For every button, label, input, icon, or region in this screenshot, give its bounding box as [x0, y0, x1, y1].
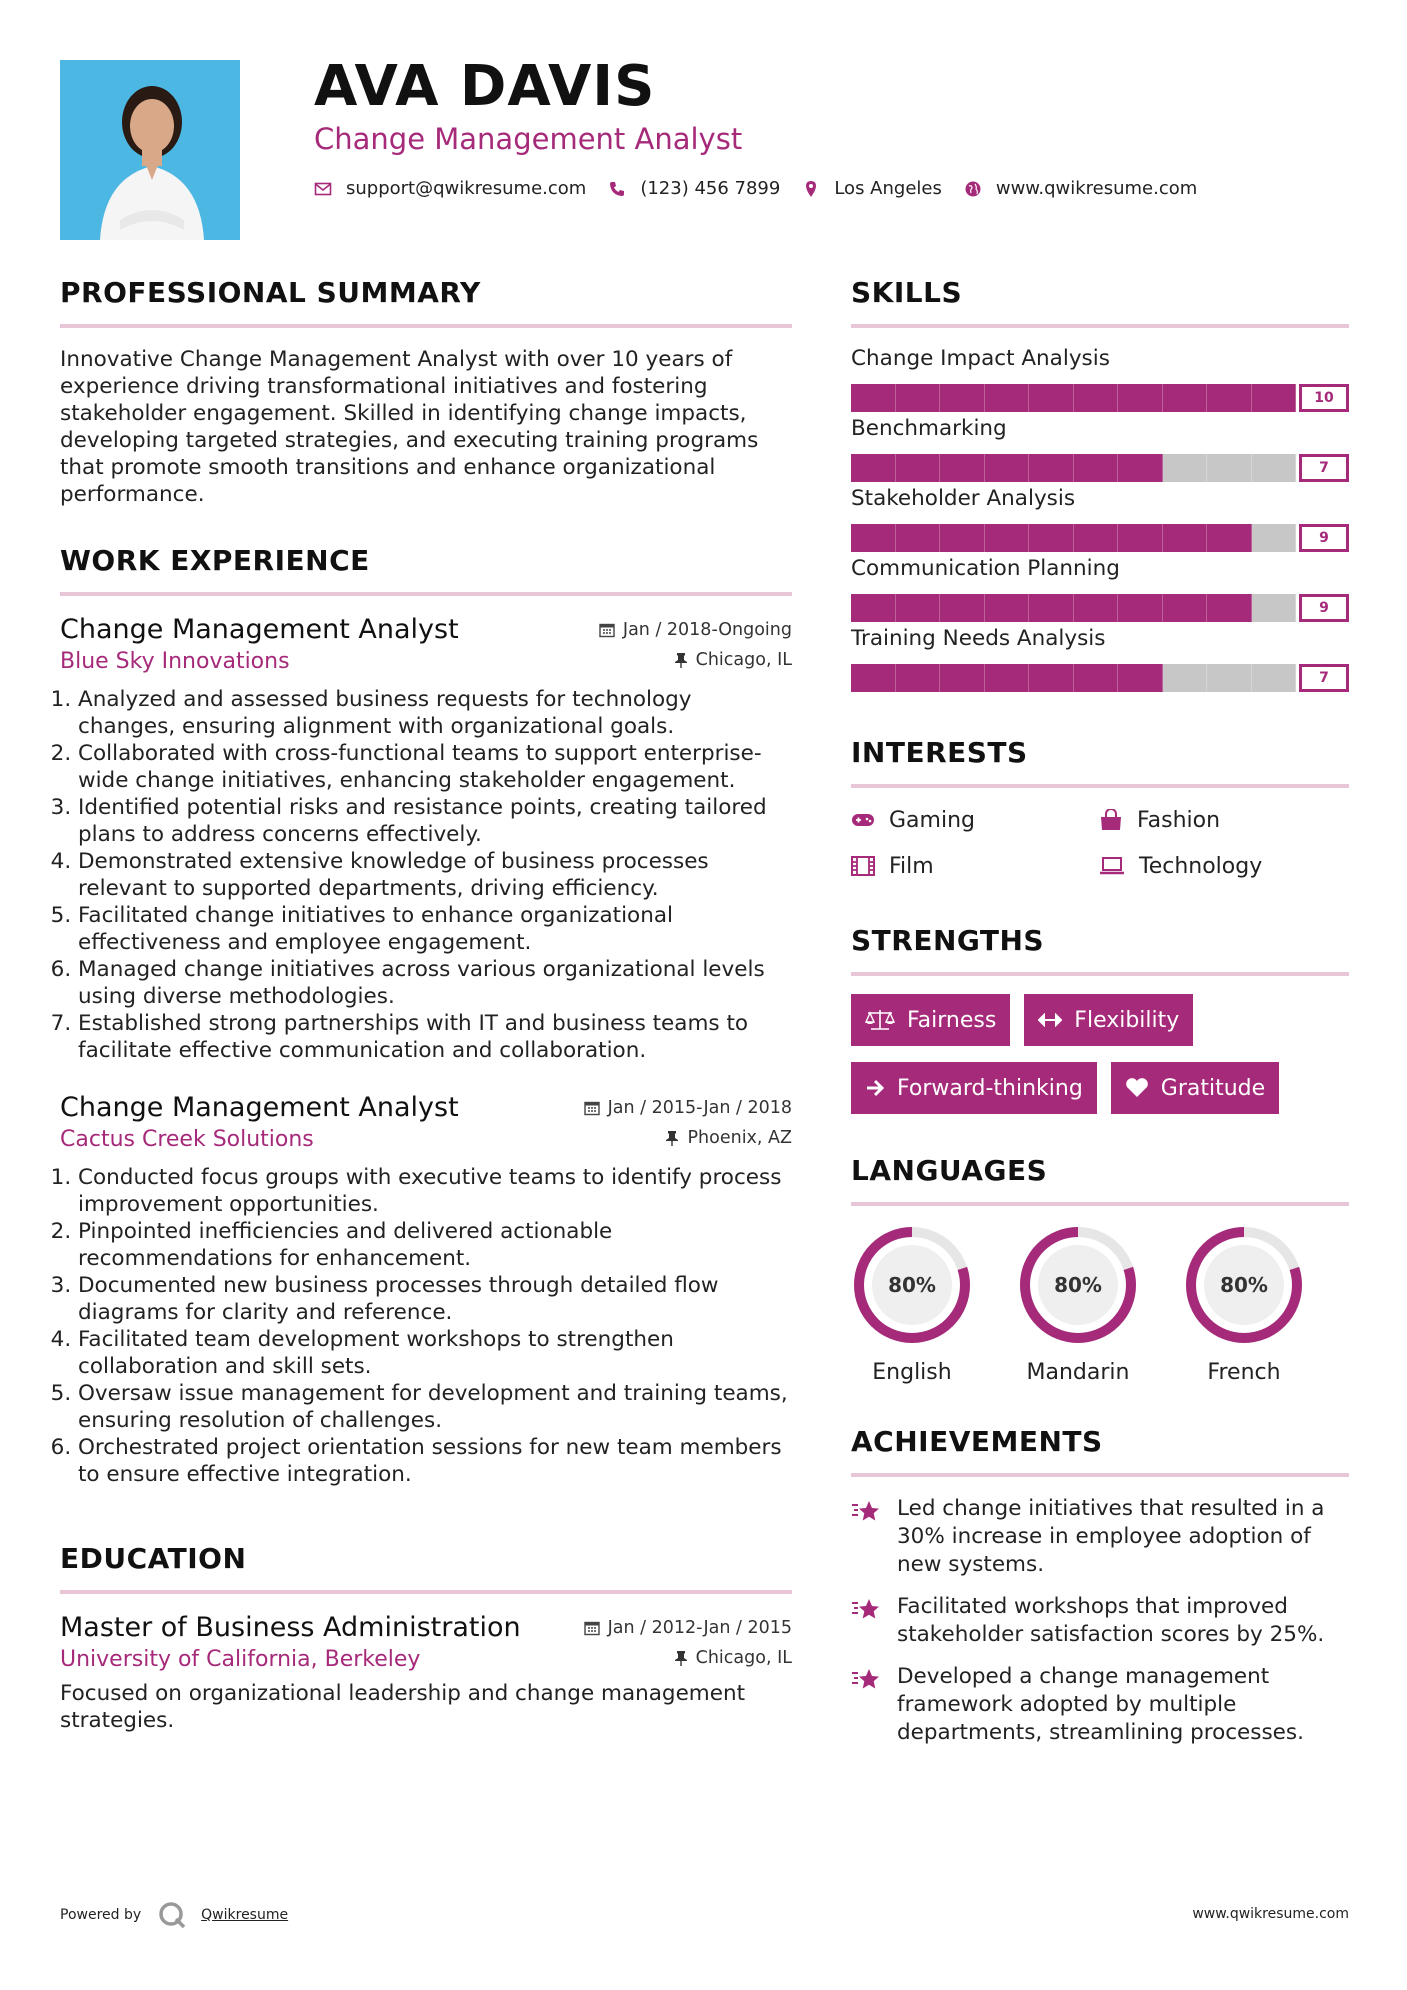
language-item: [851, 1224, 1017, 1385]
contact-website[interactable]: [964, 178, 1197, 199]
skill-bar-segment: [985, 384, 1030, 412]
education-description: Focused on organizational leadership and change management strategies.: [60, 1681, 746, 1733]
language-percent: 80%: [1054, 1273, 1102, 1297]
job-position-title: Change Management Analyst: [60, 614, 459, 645]
degree-title: Master of Business Administration: [60, 1612, 521, 1643]
skill-bar-segment: [985, 664, 1030, 692]
pushpin-icon: [674, 1650, 688, 1666]
contact-phone[interactable]: [608, 178, 780, 199]
languages-heading: LANGUAGES: [851, 1154, 1048, 1187]
star-icon: [851, 1499, 883, 1525]
job-location: [665, 1128, 792, 1148]
achievement-item: [851, 1495, 1349, 1579]
skill-bar-segment: [1029, 384, 1074, 412]
achievement-item: [851, 1663, 1349, 1747]
achievements-heading: ACHIEVEMENTS: [851, 1425, 1103, 1458]
skill-bar-segment: [985, 594, 1030, 622]
interest-film: [851, 852, 1099, 880]
education-dates-text: Jan / 2012-Jan / 2015: [607, 1618, 792, 1638]
skill-bar-segment: [985, 524, 1030, 552]
skills-heading: SKILLS: [851, 276, 963, 309]
languages-list: [851, 1224, 1349, 1385]
skill-bar-segment: [1252, 454, 1297, 482]
skill-item: [851, 342, 1349, 412]
shopping-bag-icon: [1099, 809, 1123, 831]
language-percent: 80%: [888, 1273, 936, 1297]
achievements-list: [851, 1495, 1349, 1747]
skill-bar: [851, 454, 1349, 482]
skill-level-value: 9: [1299, 524, 1349, 552]
language-ring: [1017, 1224, 1139, 1346]
interest-label: Gaming: [889, 807, 975, 833]
skill-name: Stakeholder Analysis: [851, 486, 1076, 511]
education-location: [674, 1648, 792, 1668]
calendar-icon: [584, 1100, 600, 1116]
arrows-horizontal-icon: [1038, 1013, 1062, 1027]
skill-bar-segment: [1074, 384, 1119, 412]
skill-bar-segment: [1163, 594, 1208, 622]
skill-bar: [851, 384, 1349, 412]
skill-name: Training Needs Analysis: [851, 626, 1106, 651]
skill-bar-segment: [1118, 454, 1163, 482]
achievement-text: Developed a change management framework adopted by multiple departments, streamlining processes.: [897, 1664, 1304, 1745]
duties-list: [78, 686, 792, 1064]
person-photo-icon: [60, 60, 240, 240]
interests-heading: INTERESTS: [851, 736, 1028, 769]
school-name: University of California, Berkeley: [60, 1647, 421, 1672]
skill-bar-segment: [940, 664, 985, 692]
interest-label: Film: [889, 853, 934, 879]
job-entry-2: [60, 1092, 792, 1488]
interest-fashion: [1099, 806, 1347, 834]
skill-bar-segment: [1029, 664, 1074, 692]
strength-badge: [1024, 994, 1193, 1046]
skill-name: Communication Planning: [851, 556, 1120, 581]
skill-item: [851, 412, 1349, 482]
language-name: Mandarin: [1026, 1360, 1130, 1385]
website-text: www.qwikresume.com: [995, 178, 1198, 199]
list-item: 6. Orchestrated project orientation sessions for new team members to ensure effective integration.: [78, 1434, 792, 1488]
duties-list: [78, 1164, 792, 1488]
skill-bar-segment: [1118, 594, 1163, 622]
skill-bar-segment: [1118, 524, 1163, 552]
skill-bar-segment: [851, 454, 896, 482]
strength-label: Forward-thinking: [897, 1075, 1083, 1101]
skill-bar-segment: [940, 454, 985, 482]
skill-bar-segment: [1029, 454, 1074, 482]
skill-bar-segment: [1074, 664, 1119, 692]
skill-bar-segment: [1029, 524, 1074, 552]
education-location-text: Chicago, IL: [695, 1648, 792, 1668]
skill-name: Change Impact Analysis: [851, 346, 1110, 371]
list-item: 3. Documented new business processes through detailed flow diagrams for clarity and reference.: [78, 1272, 792, 1326]
pushpin-icon: [674, 652, 688, 668]
map-pin-icon: [802, 180, 820, 198]
skill-bar-segment: [1163, 664, 1208, 692]
education-dates: [584, 1618, 792, 1638]
skill-bar-segment: [1207, 454, 1252, 482]
skill-bar-segment: [896, 524, 941, 552]
summary-heading: PROFESSIONAL SUMMARY: [60, 276, 481, 309]
list-item: 4. Facilitated team development workshops to strengthen collaboration and skill sets.: [78, 1326, 792, 1380]
summary-text: Innovative Change Management Analyst with over 10 years of experience driving transformational initiatives and fostering stakeholder engagement. Skilled in identifying change impacts, developing targeted strategies, and executing training programs that promote smooth transitions and enhance organizational performance.: [60, 347, 759, 507]
skill-bar-segment: [1252, 384, 1297, 412]
contact-email[interactable]: [314, 178, 586, 199]
achievement-text: Led change initiatives that resulted in a 30% increase in employee adoption of new systems.: [897, 1496, 1325, 1577]
envelope-icon: [314, 180, 332, 198]
contact-row: [314, 178, 1219, 199]
star-icon: [851, 1597, 883, 1623]
right-column: [851, 276, 1349, 1761]
list-item: 1. Conducted focus groups with executive teams to identify process improvement opportunities.: [78, 1164, 792, 1218]
skill-bar-segment: [1252, 664, 1297, 692]
skill-item: [851, 482, 1349, 552]
list-item: 2. Pinpointed inefficiencies and delivered actionable recommendations for enhancement.: [78, 1218, 792, 1272]
skill-level-value: 7: [1299, 664, 1349, 692]
arrow-right-icon: [865, 1079, 885, 1097]
candidate-name: AVA DAVIS: [314, 54, 656, 119]
calendar-icon: [584, 1620, 600, 1636]
skill-level-value: 10: [1299, 384, 1349, 412]
section-divider: [60, 1590, 792, 1594]
footer-url[interactable]: www.qwikresume.com: [1192, 1906, 1349, 1922]
brand-link[interactable]: Qwikresume: [201, 1907, 289, 1923]
skill-bar-segment: [851, 594, 896, 622]
section-divider: [851, 1202, 1349, 1206]
phone-text: (123) 456 7899: [640, 178, 781, 199]
skill-bar-segment: [896, 384, 941, 412]
section-divider: [851, 972, 1349, 976]
company-name: Cactus Creek Solutions: [60, 1127, 314, 1152]
skill-bar-segment: [1207, 524, 1252, 552]
star-icon: [851, 1667, 883, 1693]
calendar-icon: [599, 622, 615, 638]
list-item: 7. Established strong partnerships with IT and business teams to facilitate effective communication and collaboration.: [78, 1010, 792, 1064]
skill-bar-segment: [1252, 594, 1297, 622]
strength-label: Flexibility: [1074, 1007, 1180, 1033]
job-position-title: Change Management Analyst: [60, 1092, 459, 1123]
job-dates: [599, 620, 792, 640]
footer-powered-by: [60, 1900, 288, 1930]
strength-label: Fairness: [907, 1007, 997, 1033]
list-item: 2. Collaborated with cross-functional teams to support enterprise-wide change initiatives, enhancing stakeholder engagement.: [78, 740, 792, 794]
skill-bar-segment: [896, 454, 941, 482]
balance-scale-icon: [865, 1009, 895, 1031]
skill-bar-segment: [1163, 524, 1208, 552]
skill-bar-segment: [896, 594, 941, 622]
globe-icon: [964, 180, 982, 198]
achievement-text: Facilitated workshops that improved stakeholder satisfaction scores by 25%.: [897, 1594, 1325, 1647]
job-dates: [584, 1098, 792, 1118]
language-name: French: [1207, 1360, 1281, 1385]
language-ring: [1183, 1224, 1305, 1346]
language-item: [1017, 1224, 1183, 1385]
phone-icon: [608, 180, 626, 198]
job-dates-text: Jan / 2015-Jan / 2018: [607, 1098, 792, 1118]
skill-bar-segment: [1207, 384, 1252, 412]
language-ring: [851, 1224, 973, 1346]
strength-badge: [1111, 1062, 1279, 1114]
heart-icon: [1125, 1078, 1149, 1098]
list-item: 4. Demonstrated extensive knowledge of business processes relevant to supported departments, driving efficiency.: [78, 848, 792, 902]
section-divider: [851, 1473, 1349, 1477]
section-divider: [60, 324, 792, 328]
skill-bar-segment: [940, 594, 985, 622]
list-item: 3. Identified potential risks and resistance points, creating tailored plans to address concerns effectively.: [78, 794, 792, 848]
skill-bar-segment: [940, 524, 985, 552]
job-location: [674, 650, 792, 670]
gamepad-icon: [851, 812, 875, 828]
skill-bar-segment: [1207, 664, 1252, 692]
section-divider: [851, 324, 1349, 328]
skills-list: [851, 342, 1349, 692]
company-name: Blue Sky Innovations: [60, 649, 290, 674]
skill-bar-segment: [1029, 594, 1074, 622]
experience-heading: WORK EXPERIENCE: [60, 544, 370, 577]
education-entry: [60, 1612, 792, 1734]
skill-bar-segment: [1163, 384, 1208, 412]
skill-bar: [851, 594, 1349, 622]
skill-bar-segment: [896, 664, 941, 692]
skill-item: [851, 552, 1349, 622]
skill-bar-segment: [1074, 524, 1119, 552]
job-entry-1: [60, 614, 792, 1064]
interest-label: Fashion: [1137, 807, 1221, 833]
achievement-item: [851, 1593, 1349, 1649]
skill-bar-segment: [1252, 524, 1297, 552]
film-icon: [851, 856, 875, 876]
list-item: 5. Facilitated change initiatives to enhance organizational effectiveness and employee engagement.: [78, 902, 792, 956]
strengths-list: [851, 994, 1349, 1114]
skill-bar-segment: [1163, 454, 1208, 482]
skill-bar: [851, 524, 1349, 552]
laptop-icon: [1099, 857, 1125, 875]
location-text: Los Angeles: [834, 178, 942, 199]
language-percent: 80%: [1220, 1273, 1268, 1297]
education-heading: EDUCATION: [60, 1542, 247, 1575]
skill-bar-segment: [1074, 454, 1119, 482]
interests-grid: [851, 806, 1349, 880]
skill-bar-segment: [1207, 594, 1252, 622]
language-item: [1183, 1224, 1349, 1385]
skill-bar-segment: [1118, 384, 1163, 412]
contact-location: [802, 178, 942, 199]
job-title: Change Management Analyst: [314, 122, 743, 156]
section-divider: [851, 784, 1349, 788]
powered-by-text: Powered by: [60, 1907, 142, 1923]
email-text: support@qwikresume.com: [346, 178, 587, 199]
language-name: English: [872, 1360, 952, 1385]
job-dates-text: Jan / 2018-Ongoing: [622, 620, 792, 640]
skill-name: Benchmarking: [851, 416, 1007, 441]
skill-bar-segment: [851, 384, 896, 412]
list-item: 1. Analyzed and assessed business requests for technology changes, ensuring alignment with organizational goals.: [78, 686, 792, 740]
skill-level-value: 9: [1299, 594, 1349, 622]
skill-bar-segment: [851, 664, 896, 692]
job-location-text: Phoenix, AZ: [687, 1128, 792, 1148]
skill-bar-segment: [985, 454, 1030, 482]
skill-bar-segment: [940, 384, 985, 412]
skill-bar-segment: [851, 524, 896, 552]
skill-bar: [851, 664, 1349, 692]
strength-badge: [851, 1062, 1097, 1114]
interest-label: Technology: [1139, 853, 1263, 879]
left-column: [60, 276, 792, 1734]
strengths-heading: STRENGTHS: [851, 924, 1045, 957]
qwikresume-logo-icon: [157, 1900, 187, 1930]
list-item: 6. Managed change initiatives across various organizational levels using diverse methodologies.: [78, 956, 792, 1010]
section-divider: [60, 592, 792, 596]
skill-level-value: 7: [1299, 454, 1349, 482]
strength-label: Gratitude: [1160, 1075, 1266, 1101]
interest-technology: [1099, 852, 1347, 880]
strength-badge: [851, 994, 1010, 1046]
interest-gaming: [851, 806, 1099, 834]
skill-bar-segment: [1118, 664, 1163, 692]
profile-photo: [60, 60, 240, 240]
pushpin-icon: [665, 1130, 679, 1146]
job-location-text: Chicago, IL: [695, 650, 792, 670]
list-item: 5. Oversaw issue management for development and training teams, ensuring resolution of challenges.: [78, 1380, 792, 1434]
skill-bar-segment: [1074, 594, 1119, 622]
skill-item: [851, 622, 1349, 692]
